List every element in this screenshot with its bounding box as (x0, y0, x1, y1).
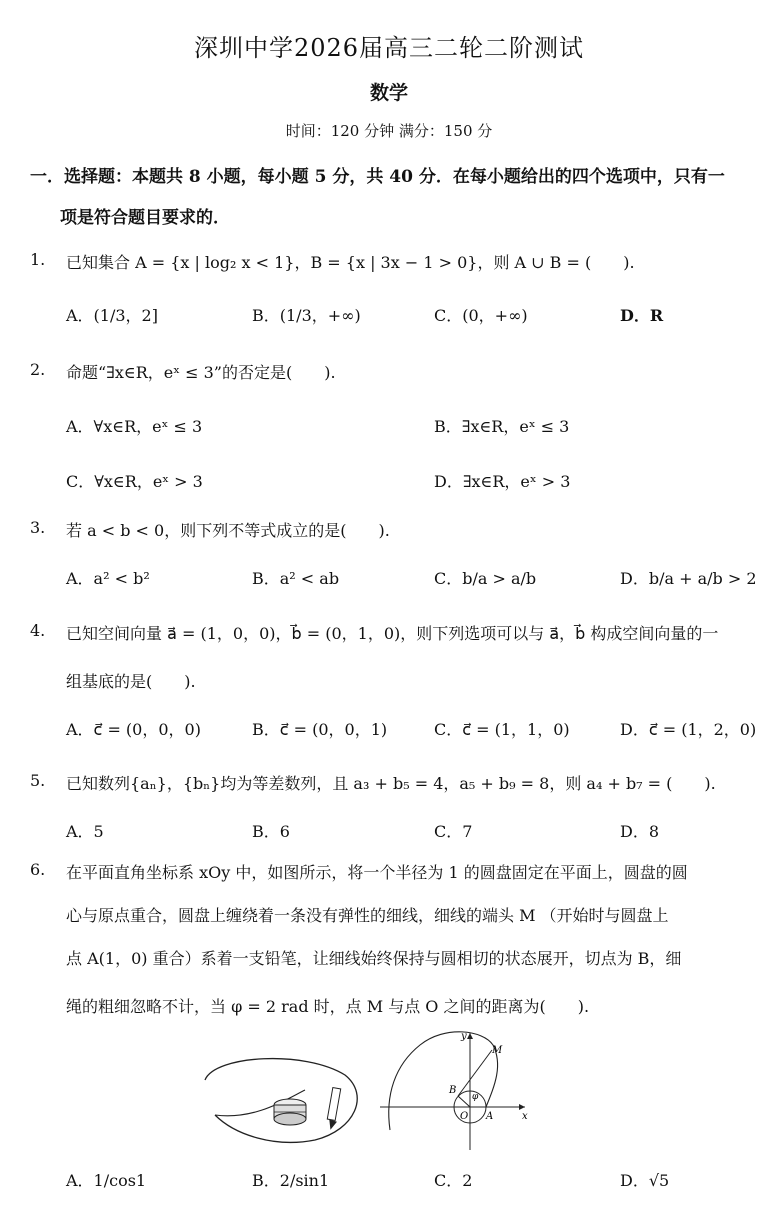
question-text: 命题“∃x∈R，eˣ ≤ 3”的否定是( ). (66, 363, 336, 382)
exam-meta: 时间：120 分钟 满分：150 分 (285, 122, 493, 140)
option-a[interactable]: A．(1/3，2] (66, 306, 158, 325)
option-d[interactable]: D．c⃗ = (1，2，0) (620, 720, 757, 739)
option-c[interactable]: C．(0，+∞) (434, 306, 528, 325)
question-number: 6. (30, 860, 46, 879)
option-a[interactable]: A．1/cos1 (66, 1171, 147, 1190)
label-y: y (461, 1031, 467, 1042)
option-b[interactable]: B．a² < ab (252, 569, 340, 588)
question-text: 在平面直角坐标系 xOy 中，如图所示，将一个半径为 1 的圆盘固定在平面上，圆盘的圆 (66, 863, 688, 882)
subject-title: 数学 (369, 82, 408, 104)
option-c[interactable]: C．2 (434, 1171, 473, 1190)
option-b[interactable]: B．c⃗ = (0，0，1) (252, 720, 388, 739)
question-text-cont: 点 A(1，0) 重合）系着一支铅笔，让细线始终保持与圆相切的状态展开，切点为 B，细 (66, 949, 682, 968)
figure-involute-diagram (375, 1025, 540, 1155)
option-b[interactable]: B．(1/3，+∞) (252, 306, 361, 325)
option-d[interactable]: D．R (620, 306, 664, 325)
label-phi: φ (472, 1092, 479, 1102)
option-b[interactable]: B．∃x∈R，eˣ ≤ 3 (434, 417, 570, 436)
option-c[interactable]: C．c⃗ = (1，1，0) (434, 720, 570, 739)
label-m: M (492, 1045, 503, 1056)
question-number: 2. (30, 360, 46, 379)
question-text-cont: 组基底的是( ). (66, 672, 196, 691)
option-c[interactable]: C．7 (434, 822, 473, 841)
question-text: 已知集合 A = {x | log₂ x < 1}，B = {x | 3x − 1 > 0}，则 A ∪ B = ( ). (66, 253, 635, 272)
option-d[interactable]: D．b/a + a/b > 2 (620, 569, 757, 588)
question-text: 已知空间向量 a⃗ = (1，0，0)，b⃗ = (0，1，0)，则下列选项可以与 a⃗，b⃗ 构成空间向量的一 (66, 624, 719, 643)
option-c[interactable]: C．b/a > a/b (434, 569, 537, 588)
option-d[interactable]: D．√5 (620, 1171, 670, 1190)
label-a: A (486, 1111, 494, 1122)
option-d[interactable]: D．8 (620, 822, 660, 841)
option-a[interactable]: A．a² < b² (66, 569, 150, 588)
figure-disc-pencil (195, 1050, 375, 1150)
label-x: x (522, 1111, 528, 1122)
question-number: 5. (30, 771, 46, 790)
page-title: 深圳中学2026届高三二轮二阶测试 (193, 34, 585, 62)
question-text-cont: 绳的粗细忽略不计，当 φ = 2 rad 时，点 M 与点 O 之间的距离为( ). (66, 997, 590, 1016)
label-o: O (460, 1111, 469, 1122)
question-number: 1. (30, 250, 46, 269)
question-text: 已知数列{aₙ}，{bₙ}均为等差数列，且 a₃ + b₅ = 4，a₅ + b₉ = 8，则 a₄ + b₇ = ( ). (66, 774, 716, 793)
question-number: 4. (30, 621, 46, 640)
option-a[interactable]: A．∀x∈R，eˣ ≤ 3 (66, 417, 203, 436)
section-heading-line1: 一．选择题：本题共 8 小题，每小题 5 分，共 40 分．在每小题给出的四个选项中，只有一 (30, 167, 725, 187)
option-a[interactable]: A．c⃗ = (0，0，0) (66, 720, 201, 739)
option-d[interactable]: D．∃x∈R，eˣ > 3 (434, 472, 571, 491)
option-b[interactable]: B．6 (252, 822, 290, 841)
option-c[interactable]: C．∀x∈R，eˣ > 3 (66, 472, 203, 491)
question-text: 若 a < b < 0，则下列不等式成立的是( ). (66, 521, 390, 540)
option-a[interactable]: A．5 (66, 822, 104, 841)
question-text-cont: 心与原点重合，圆盘上缠绕着一条没有弹性的细线，细线的端头 M （开始时与圆盘上 (66, 906, 669, 925)
option-b[interactable]: B．2/sin1 (252, 1171, 330, 1190)
section-heading-line2: 项是符合题目要求的． (60, 208, 230, 228)
question-number: 3. (30, 518, 46, 537)
label-b: B (449, 1085, 457, 1096)
